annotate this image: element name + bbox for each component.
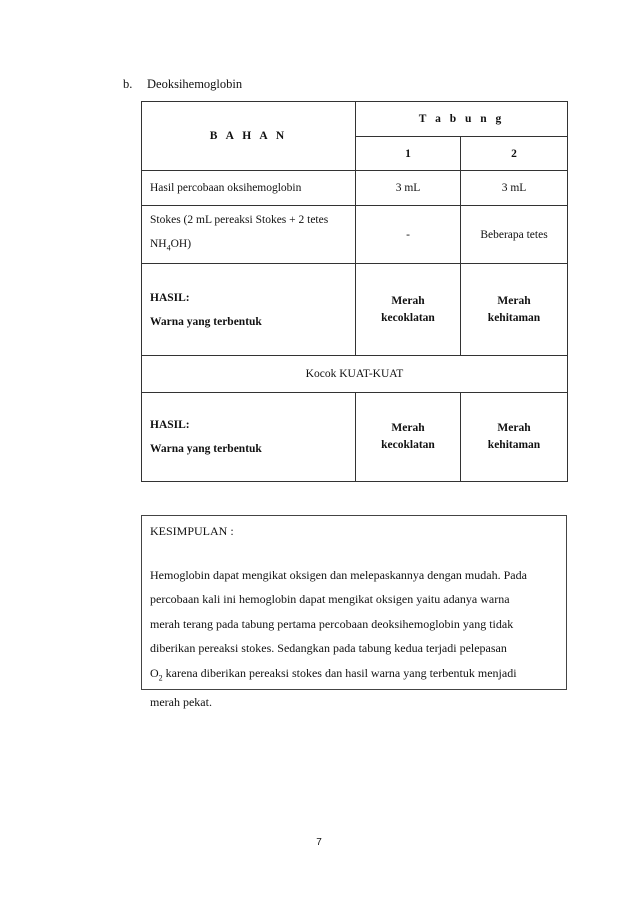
conclusion-title: KESIMPULAN : xyxy=(150,524,234,538)
hasil-1-tube-2: Merah kehitaman xyxy=(461,264,568,356)
row-label-oksi: Hasil percobaan oksihemoglobin xyxy=(142,171,356,206)
row-label-hasil-2: HASIL: Warna yang terbentuk xyxy=(142,393,356,482)
table-row xyxy=(142,206,568,264)
bahan-header: B A H A N xyxy=(142,102,356,171)
conclusion-box xyxy=(141,515,567,710)
conclusion-line: diberikan pereaksi stokes. Sedangkan pada tabung kedua terjadi pelepasan xyxy=(150,641,507,655)
stokes-tube-2: Beberapa tetes xyxy=(461,206,568,264)
table-row xyxy=(142,356,568,393)
hasil-2-tube-2: Merah kehitaman xyxy=(461,393,568,482)
kocok-label: Kocok KUAT-KUAT xyxy=(142,356,568,393)
conclusion-line: percobaan kali ini hemoglobin dapat mengikat oksigen yaitu adanya warna xyxy=(150,592,510,606)
row-label-stokes xyxy=(142,206,356,264)
conclusion-line: Hemoglobin dapat mengikat oksigen dan melepaskannya dengan mudah. Pada xyxy=(150,567,527,582)
table-header-row xyxy=(142,102,568,137)
table-row xyxy=(142,264,568,356)
section-heading xyxy=(123,77,242,92)
results-table xyxy=(141,101,568,482)
stokes-label-line1: Stokes (2 mL pereaksi Stokes + 2 tetes xyxy=(150,214,329,227)
tube-2-header: 2 xyxy=(461,137,568,171)
conclusion-line: $O_2$ karena diberikan pereaksi stokes dan hasil warna yang terbentuk menjadi xyxy=(150,665,517,682)
stokes-label-line2: $NH_4OH$) xyxy=(150,238,192,253)
oksi-tube-1: 3 mL xyxy=(356,171,461,206)
section-letter: b. xyxy=(123,77,133,91)
conclusion-line: merah pekat. xyxy=(150,695,212,710)
tabung-header: T a b u n g xyxy=(356,102,568,137)
oksi-tube-2: 3 mL xyxy=(461,171,568,206)
page-number: 7 xyxy=(316,837,322,848)
conclusion-paragraph xyxy=(150,563,558,715)
conclusion-line: merah terang pada tabung pertama percobaan deoksihemoglobin yang tidak xyxy=(150,616,514,631)
row-label-hasil-1: HASIL: Warna yang terbentuk xyxy=(142,264,356,356)
tube-1-header: 1 xyxy=(356,137,461,171)
table-row xyxy=(142,393,568,482)
hasil-1-tube-1: Merah kecoklatan xyxy=(356,264,461,356)
hasil-2-tube-1: Merah kecoklatan xyxy=(356,393,461,482)
stokes-tube-1: - xyxy=(356,206,461,264)
section-title: Deoksihemoglobin xyxy=(147,77,243,91)
table-row xyxy=(142,171,568,206)
